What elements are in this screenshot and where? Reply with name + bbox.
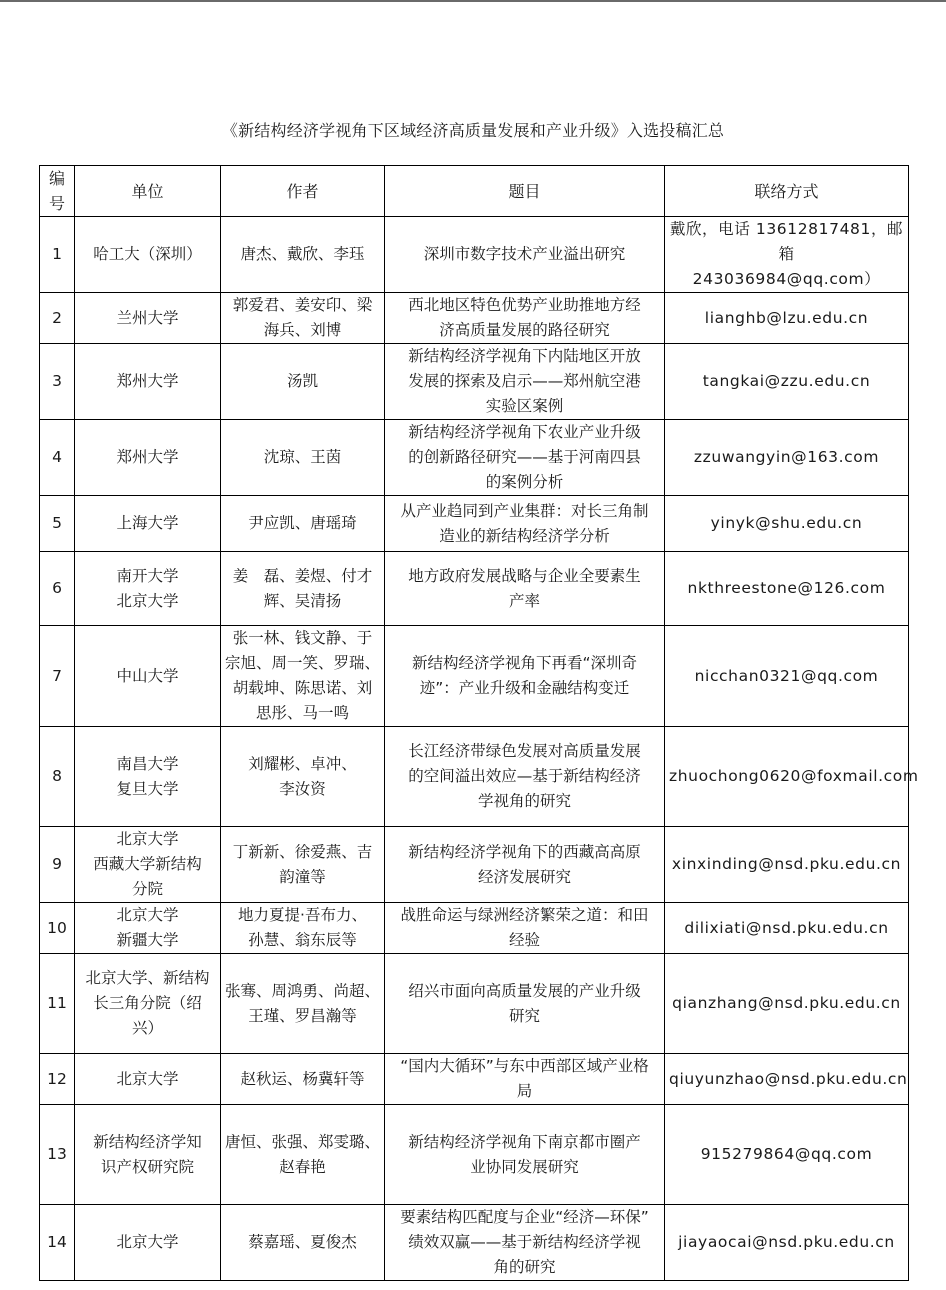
unit-cell-line: 中山大学: [116, 666, 179, 685]
contact-cell-line: 243036984@qq.com）: [692, 270, 881, 288]
unit-cell-line: 哈工大（深圳）: [93, 245, 202, 263]
contact-cell: [665, 1105, 909, 1205]
topic-cell-line: 新结构经济学视角下内陆地区开放: [408, 347, 641, 365]
author-cell: [221, 293, 385, 344]
row-number: 14: [40, 1205, 75, 1281]
author-cell-line: 思彤、马一鸣: [255, 704, 349, 722]
topic-cell-line: 绍兴市面向高质量发展的产业升级: [408, 981, 641, 1000]
topic-cell-line: 产率: [508, 591, 540, 610]
author-cell-line: 张骞、周鸿勇、尚超、: [225, 981, 381, 1000]
topic-cell-line: 新结构经济学视角下农业产业升级: [408, 423, 641, 441]
contact-cell-line: jiayaocai@nsd.pku.edu.cn: [678, 1233, 895, 1251]
topic-cell-line: 战胜命运与绿洲经济繁荣之道：和田: [400, 906, 649, 924]
unit-cell-line: 北京大学: [116, 591, 179, 610]
topic-cell-line: 新结构经济学视角下的西藏高高原: [408, 842, 641, 861]
unit-cell-line: 识产权研究院: [100, 1157, 194, 1176]
author-cell: [221, 954, 385, 1054]
topic-cell-line: 济高质量发展的路径研究: [439, 321, 610, 339]
row-number: 13: [40, 1105, 75, 1205]
contact-cell-line: qianzhang@nsd.pku.edu.cn: [672, 994, 901, 1012]
author-cell-line: 李汝资: [279, 779, 326, 798]
table-row: [40, 217, 909, 293]
unit-cell: [75, 1105, 221, 1205]
topic-cell-line: 的创新路径研究——基于河南四县: [408, 448, 641, 466]
topic-cell: [385, 344, 665, 420]
contact-cell: [665, 727, 919, 827]
author-cell-line: 沈琼、王茵: [263, 448, 342, 466]
table-row: [40, 1205, 909, 1281]
author-cell: [221, 217, 385, 293]
row-number: 3: [40, 344, 75, 420]
author-cell-line: 王瑾、罗昌瀚等: [248, 1006, 357, 1025]
unit-cell: [75, 217, 221, 293]
unit-cell: [75, 1054, 221, 1105]
submissions-table: [39, 165, 919, 1281]
contact-cell-line: qiuyunzhao@nsd.pku.edu.cn: [669, 1069, 908, 1088]
contact-cell-line: xinxinding@nsd.pku.edu.cn: [671, 855, 902, 873]
table-row: [40, 552, 909, 626]
topic-cell-line: “国内大循环”与东中西部区域产业格: [400, 1057, 649, 1075]
unit-cell-line: 郑州大学: [116, 448, 179, 466]
unit-cell-line: 北京大学、新结构: [85, 969, 210, 987]
row-number: 7: [40, 626, 75, 727]
row-number: 8: [40, 727, 75, 827]
topic-cell-line: 西北地区特色优势产业助推地方经: [408, 296, 641, 314]
row-number: 6: [40, 552, 75, 626]
author-cell-line: 蔡嘉瑶、夏俊杰: [248, 1233, 357, 1251]
unit-cell-line: 北京大学: [116, 830, 179, 848]
row-number: 10: [40, 903, 75, 954]
contact-cell: [665, 552, 909, 626]
header-author: 作者: [221, 166, 385, 217]
table-row: [40, 954, 909, 1054]
topic-cell: [385, 827, 665, 903]
table-row: [40, 1054, 909, 1105]
author-cell-line: 韵潼等: [279, 867, 326, 886]
topic-cell: [385, 293, 665, 344]
table-row: [40, 626, 909, 727]
unit-cell-line: 分院: [131, 880, 163, 898]
topic-cell: [385, 1105, 665, 1205]
topic-cell-line: 深圳市数字技术产业溢出研究: [423, 245, 626, 263]
topic-cell: [385, 496, 665, 552]
topic-cell-line: 新结构经济学视角下再看“深圳奇: [411, 654, 638, 672]
unit-cell-line: 新疆大学: [116, 931, 179, 949]
author-cell: [221, 344, 385, 420]
topic-cell: [385, 217, 665, 293]
author-cell: [221, 827, 385, 903]
topic-cell-line: 发展的探索及启示——郑州航空港: [408, 372, 641, 390]
unit-cell: [75, 903, 221, 954]
topic-cell-line: 经济发展研究: [477, 867, 571, 886]
topic-cell: [385, 552, 665, 626]
topic-cell-line: 经验: [508, 931, 540, 949]
author-cell: [221, 420, 385, 496]
header-no: 编 号: [40, 166, 75, 217]
topic-cell-line: 业协同发展研究: [470, 1157, 579, 1176]
table-row: [40, 827, 909, 903]
contact-cell: [665, 293, 909, 344]
table-row: [40, 903, 909, 954]
author-cell-line: 赵秋运、杨冀轩等: [240, 1069, 365, 1088]
topic-cell-line: 从产业趋同到产业集群：对长三角制: [400, 501, 649, 520]
contact-cell-line: 戴欣，电话 13612817481，邮箱: [669, 220, 904, 263]
unit-cell-line: 郑州大学: [116, 372, 179, 390]
contact-cell: [665, 827, 909, 903]
unit-cell-line: 兰州大学: [116, 308, 179, 327]
topic-cell: [385, 420, 665, 496]
author-cell-line: 地力夏提·吾布力、: [238, 906, 367, 924]
unit-cell: [75, 727, 221, 827]
author-cell-line: 张一林、钱文静、于: [232, 629, 373, 647]
unit-cell: [75, 293, 221, 344]
topic-cell-line: 长江经济带绿色发展对高质量发展: [408, 742, 641, 760]
unit-cell: [75, 827, 221, 903]
author-cell-line: 丁新新、徐爱燕、吉: [232, 842, 373, 861]
author-cell: [221, 626, 385, 727]
author-cell-line: 郭爱君、姜安印、梁: [232, 296, 373, 314]
unit-cell-line: 南开大学: [116, 566, 179, 585]
author-cell: [221, 1054, 385, 1105]
contact-cell: [665, 903, 909, 954]
unit-cell-line: 上海大学: [116, 514, 179, 532]
author-cell-line: 孙慧、翁东辰等: [248, 931, 357, 949]
topic-cell-line: 学视角的研究: [477, 792, 571, 810]
table-header-row: [40, 166, 909, 217]
topic-cell-line: 要素结构匹配度与企业“经济—环保”: [400, 1208, 649, 1226]
row-number: 11: [40, 954, 75, 1054]
header-topic: 题目: [385, 166, 665, 217]
table-row: [40, 344, 909, 420]
unit-cell-line: 北京大学: [116, 1069, 179, 1088]
topic-cell: [385, 954, 665, 1054]
contact-cell-line: 915279864@qq.com: [700, 1145, 873, 1163]
header-unit: 单位: [75, 166, 221, 217]
unit-cell: [75, 1205, 221, 1281]
header-contact: 联络方式: [665, 166, 909, 217]
row-number: 9: [40, 827, 75, 903]
contact-cell: [665, 344, 909, 420]
author-cell: [221, 727, 385, 827]
unit-cell-line: 兴）: [131, 1019, 163, 1037]
unit-cell: [75, 496, 221, 552]
topic-cell-line: 局: [516, 1082, 533, 1100]
unit-cell-line: 长三角分院（绍: [93, 994, 202, 1012]
author-cell: [221, 1105, 385, 1205]
topic-cell: [385, 1054, 665, 1105]
row-number: 2: [40, 293, 75, 344]
unit-cell: [75, 552, 221, 626]
topic-cell-line: 新结构经济学视角下南京都市圈产: [408, 1132, 641, 1151]
document-title: 《新结构经济学视角下区域经济高质量发展和产业升级》入选投稿汇总: [221, 121, 725, 140]
topic-cell-line: 地方政府发展战略与企业全要素生: [408, 566, 641, 585]
unit-cell: [75, 954, 221, 1054]
unit-cell-line: 西藏大学新结构: [93, 855, 202, 873]
topic-cell-line: 实验区案例: [485, 397, 564, 415]
contact-cell: [665, 1054, 909, 1105]
author-cell-line: 汤凯: [286, 372, 318, 390]
table-row: [40, 727, 909, 827]
unit-cell-line: 新结构经济学知: [93, 1132, 202, 1151]
table-row: [40, 1105, 909, 1205]
contact-cell-line: nicchan0321@qq.com: [694, 666, 879, 685]
topic-cell-line: 迹”：产业升级和金融结构变迁: [419, 679, 630, 697]
author-cell-line: 唐恒、张强、郑雯璐、: [225, 1132, 381, 1151]
author-cell-line: 赵春艳: [279, 1157, 326, 1176]
contact-cell-line: zhuochong0620@foxmail.com: [669, 767, 919, 785]
topic-cell: [385, 903, 665, 954]
unit-cell-line: 复旦大学: [116, 779, 179, 798]
row-number: 1: [40, 217, 75, 293]
unit-cell-line: 北京大学: [116, 906, 179, 924]
contact-cell: [665, 420, 909, 496]
topic-cell: [385, 727, 665, 827]
contact-cell-line: yinyk@shu.edu.cn: [710, 514, 863, 532]
topic-cell-line: 角的研究: [493, 1258, 556, 1276]
author-cell-line: 海兵、刘博: [263, 321, 342, 339]
contact-cell: [665, 626, 909, 727]
author-cell-line: 胡载坤、陈思诺、刘: [232, 679, 373, 697]
row-number: 12: [40, 1054, 75, 1105]
author-cell: [221, 552, 385, 626]
author-cell-line: 刘耀彬、卓冲、: [248, 754, 357, 773]
table-row: [40, 496, 909, 552]
unit-cell: [75, 420, 221, 496]
contact-cell-line: dilixiati@nsd.pku.edu.cn: [684, 918, 889, 937]
contact-cell: [665, 496, 909, 552]
author-cell-line: 姜 磊、姜煜、付才: [232, 566, 373, 585]
topic-cell-line: 研究: [508, 1006, 540, 1025]
table-body: [40, 217, 919, 1281]
topic-cell-line: 的案例分析: [485, 473, 564, 491]
author-cell-line: 唐杰、戴欣、李珏: [240, 245, 365, 263]
topic-cell-line: 的空间溢出效应—基于新结构经济: [408, 767, 641, 785]
row-number: 5: [40, 496, 75, 552]
table-row: [40, 420, 909, 496]
contact-cell-line: lianghb@lzu.edu.cn: [704, 308, 869, 327]
author-cell: [221, 1205, 385, 1281]
topic-cell: [385, 626, 665, 727]
unit-cell: [75, 626, 221, 727]
author-cell: [221, 496, 385, 552]
unit-cell-line: 北京大学: [116, 1233, 179, 1251]
top-border-rule: [0, 0, 946, 2]
topic-cell-line: 绩效双赢——基于新结构经济学视: [408, 1233, 641, 1251]
row-number: 4: [40, 420, 75, 496]
contact-cell-line: zzuwangyin@163.com: [693, 448, 880, 466]
unit-cell-line: 南昌大学: [116, 754, 179, 773]
unit-cell: [75, 344, 221, 420]
author-cell-line: 宗旭、周一笑、罗瑞、: [225, 654, 381, 672]
topic-cell: [385, 1205, 665, 1281]
author-cell: [221, 903, 385, 954]
contact-cell: [665, 1205, 909, 1281]
contact-cell-line: tangkai@zzu.edu.cn: [702, 372, 871, 390]
author-cell-line: 尹应凯、唐瑶琦: [248, 514, 357, 532]
contact-cell: [665, 954, 909, 1054]
contact-cell: [665, 217, 909, 293]
author-cell-line: 辉、吴清扬: [263, 591, 342, 610]
topic-cell-line: 造业的新结构经济学分析: [439, 526, 610, 545]
table-row: [40, 293, 909, 344]
contact-cell-line: nkthreestone@126.com: [687, 579, 886, 597]
